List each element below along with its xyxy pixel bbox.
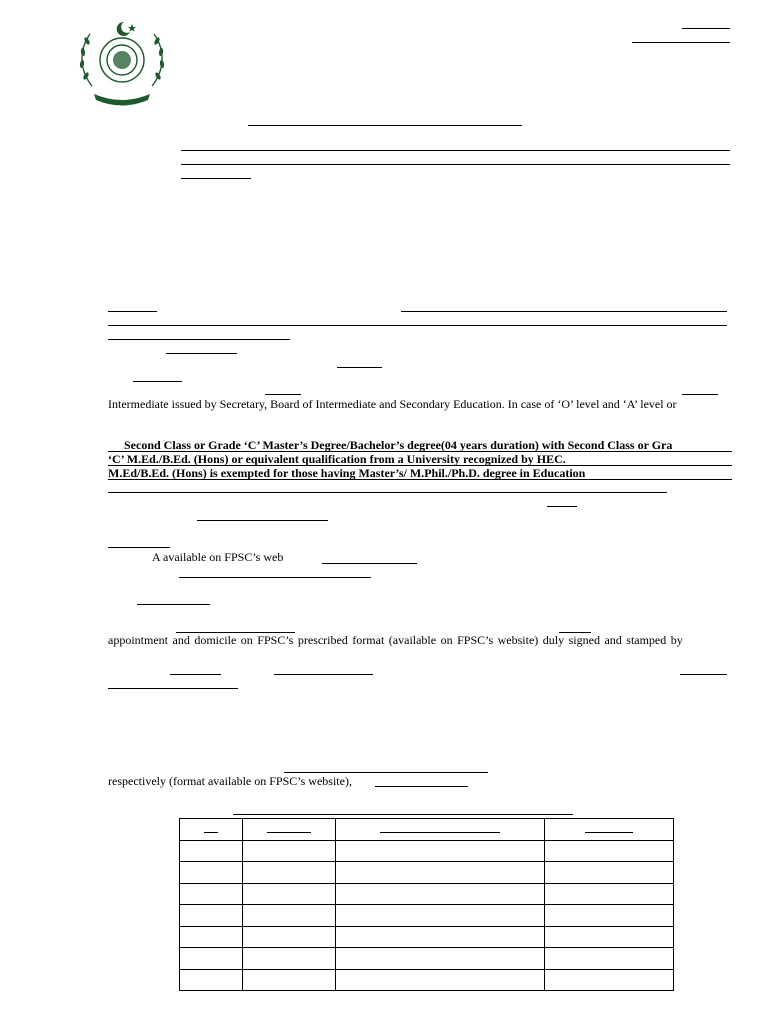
table-cell <box>545 926 674 948</box>
table-cell <box>545 905 674 927</box>
body-rule <box>137 604 210 605</box>
table-header-row <box>180 819 674 841</box>
body-rule <box>322 563 417 564</box>
body-rule <box>337 367 382 368</box>
table-cell <box>336 969 545 991</box>
table-cell <box>243 926 336 948</box>
body-rule <box>108 492 667 493</box>
table-cell <box>545 840 674 862</box>
table-cell <box>336 905 545 927</box>
table-cell <box>243 862 336 884</box>
table-cell <box>545 883 674 905</box>
table-cell <box>336 926 545 948</box>
appointment-text: appointment and domicile on FPSC’s prescribed format (available on FPSC’s website) duly signed and stamped by <box>108 633 683 647</box>
heading-rule <box>181 150 730 151</box>
requirement-rule <box>108 479 732 480</box>
body-rule <box>108 339 290 340</box>
body-rule <box>682 394 718 395</box>
body-rule <box>197 520 328 521</box>
body-rule <box>284 772 488 773</box>
body-rule <box>170 674 221 675</box>
table-cell <box>180 840 243 862</box>
table-row <box>180 883 674 905</box>
table-header-cell <box>243 819 336 841</box>
table-row <box>180 926 674 948</box>
table-row <box>180 948 674 970</box>
table-row <box>180 840 674 862</box>
table-cell <box>180 883 243 905</box>
qualification-text: Intermediate issued by Secretary, Board of Intermediate and Secondary Education. In case of ‘O’ level and ‘A’ level or <box>108 397 677 411</box>
table-caption-rule <box>233 814 573 815</box>
respectively-text: respectively (format available on FPSC’s website), <box>108 774 352 788</box>
heading-rule <box>181 164 730 165</box>
table-header-cell <box>545 819 674 841</box>
body-rule <box>547 506 577 507</box>
table-cell <box>180 862 243 884</box>
table-cell <box>243 840 336 862</box>
body-rule <box>401 311 727 312</box>
requirement-line-2: ‘C’ M.Ed./B.Ed. (Hons) or equivalent qualification from a University recognized by HEC. <box>108 452 566 466</box>
table-row <box>180 862 674 884</box>
body-rule <box>274 674 373 675</box>
table-cell <box>180 969 243 991</box>
table-cell <box>243 905 336 927</box>
body-rule <box>133 381 182 382</box>
body-rule <box>375 786 468 787</box>
table-row <box>180 969 674 991</box>
body-rule <box>265 394 301 395</box>
header-rule <box>632 42 730 43</box>
form-note-text: A available on FPSC’s web <box>152 550 284 564</box>
table-row <box>180 905 674 927</box>
table-cell <box>545 948 674 970</box>
table-cell <box>243 883 336 905</box>
body-rule <box>179 577 371 578</box>
table-cell <box>180 905 243 927</box>
table-cell <box>243 969 336 991</box>
body-rule <box>680 674 727 675</box>
table-cell <box>180 948 243 970</box>
table-cell <box>336 883 545 905</box>
requirements-table <box>179 818 674 991</box>
table-header-cell <box>336 819 545 841</box>
requirement-line-3: M.Ed/B.Ed. (Hons) is exempted for those having Master’s/ M.Phil./Ph.D. degree in Education <box>108 466 586 480</box>
table-cell <box>545 862 674 884</box>
table-cell <box>545 969 674 991</box>
body-rule <box>108 325 727 326</box>
fpsc-emblem-icon <box>72 16 172 110</box>
requirement-line-1: Second Class or Grade ‘C’ Master’s Degree/Bachelor’s degree(04 years duration) with Second Class or Gra <box>124 438 673 452</box>
table-cell <box>336 948 545 970</box>
body-rule <box>108 311 157 312</box>
heading-rule <box>248 125 522 126</box>
body-rule <box>108 547 170 548</box>
heading-rule <box>181 178 251 179</box>
header-rule <box>682 28 730 29</box>
table-cell <box>336 840 545 862</box>
table-cell <box>243 948 336 970</box>
table-header-cell <box>180 819 243 841</box>
body-rule <box>166 353 237 354</box>
body-rule <box>108 688 238 689</box>
table-cell <box>180 926 243 948</box>
table-cell <box>336 862 545 884</box>
